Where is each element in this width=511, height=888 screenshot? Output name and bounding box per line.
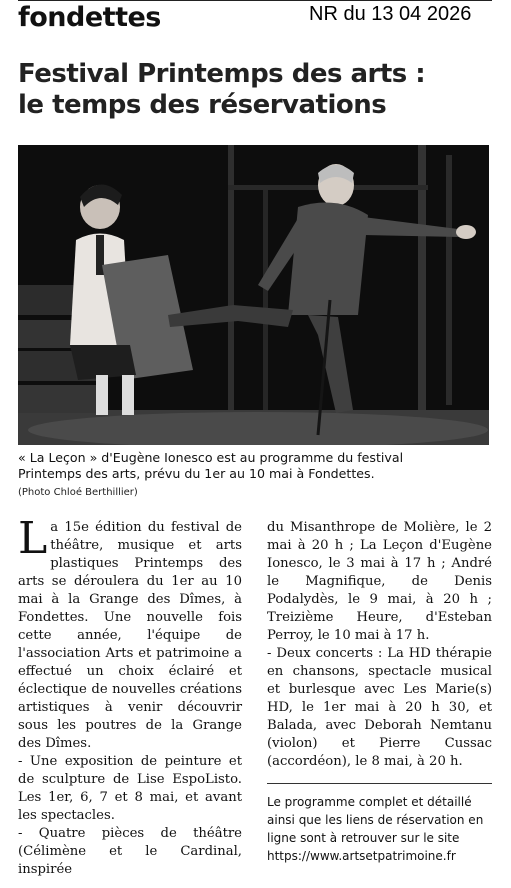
top-border (18, 0, 492, 1)
article-column-left (18, 513, 242, 879)
intro-text: a 15e édition du festival de théâtre, musique et arts plastiques Printemps des arts se déroulera du 1er au 10 mai à la Grange des Dîmes, à Fondettes. Une nouvelle fois cette année, l'équipe de l'association Arts et patrimoine a effectué un choix éclairé et éclectique de nouvelles créations artistiques à venir découvrir sous les poutres de la Grange des Dîmes. (18, 520, 242, 751)
stage-photo-illustration (18, 145, 489, 445)
article-paragraph: - Quatre pièces de théâtre (Célimène et le Cardinal, inspirée (18, 826, 242, 877)
bottom-bleed (18, 872, 492, 888)
article-photo (18, 145, 489, 445)
article-paragraph: du Misanthrope de Molière, le 2 mai à 20 h ; La Leçon d'Eugène Ionesco, le 3 mai à 17 h ; André le Magnifique, de Denis Podalydès, le 9 mai, à 20 h ; Treizième Heure, d'Esteban Perroy, le 10 mai à 17 h. (267, 520, 492, 643)
article-paragraph: - Une exposition de peinture et de sculpture de Lise EspoListo. Les 1er, 6, 7 et 8 mai, et avant les spectacles. (18, 754, 242, 823)
caption-line-1: « La Leçon » d'Eugène Ionesco est au programme du festival (18, 450, 404, 465)
article-paragraph (18, 513, 242, 753)
article-paragraph: - Deux concerts : La HD thérapie en chansons, spectacle musical et burlesque avec Les Marie(s) HD, le 1er mai à 20 h 30, et Balada, avec Deborah Nemtanu (violon) et Pierre Cussac (accordéon), le 8 mai, à 20 h. (267, 646, 492, 769)
headline-line-1: Festival Printemps des arts : (18, 59, 426, 89)
headline-line-2: le temps des réservations (18, 90, 387, 120)
section-label: fondettes (18, 2, 161, 33)
photo-credit: (Photo Chloé Berthillier) (18, 487, 138, 498)
headline (18, 59, 498, 121)
note-divider (267, 783, 492, 784)
caption-line-2: Printemps des arts, prévu du 1er au 10 mai à Fondettes. (18, 466, 375, 481)
article-column-right (267, 519, 492, 771)
reservation-note: Le programme complet et détaillé ainsi que les liens de réservation en ligne sont à retrouver sur le site https://www.artsetpatrimoine.fr (267, 795, 484, 863)
source-tag: NR du 13 04 2026 (309, 3, 472, 25)
drop-cap: L (18, 513, 48, 564)
photo-caption (18, 450, 492, 482)
